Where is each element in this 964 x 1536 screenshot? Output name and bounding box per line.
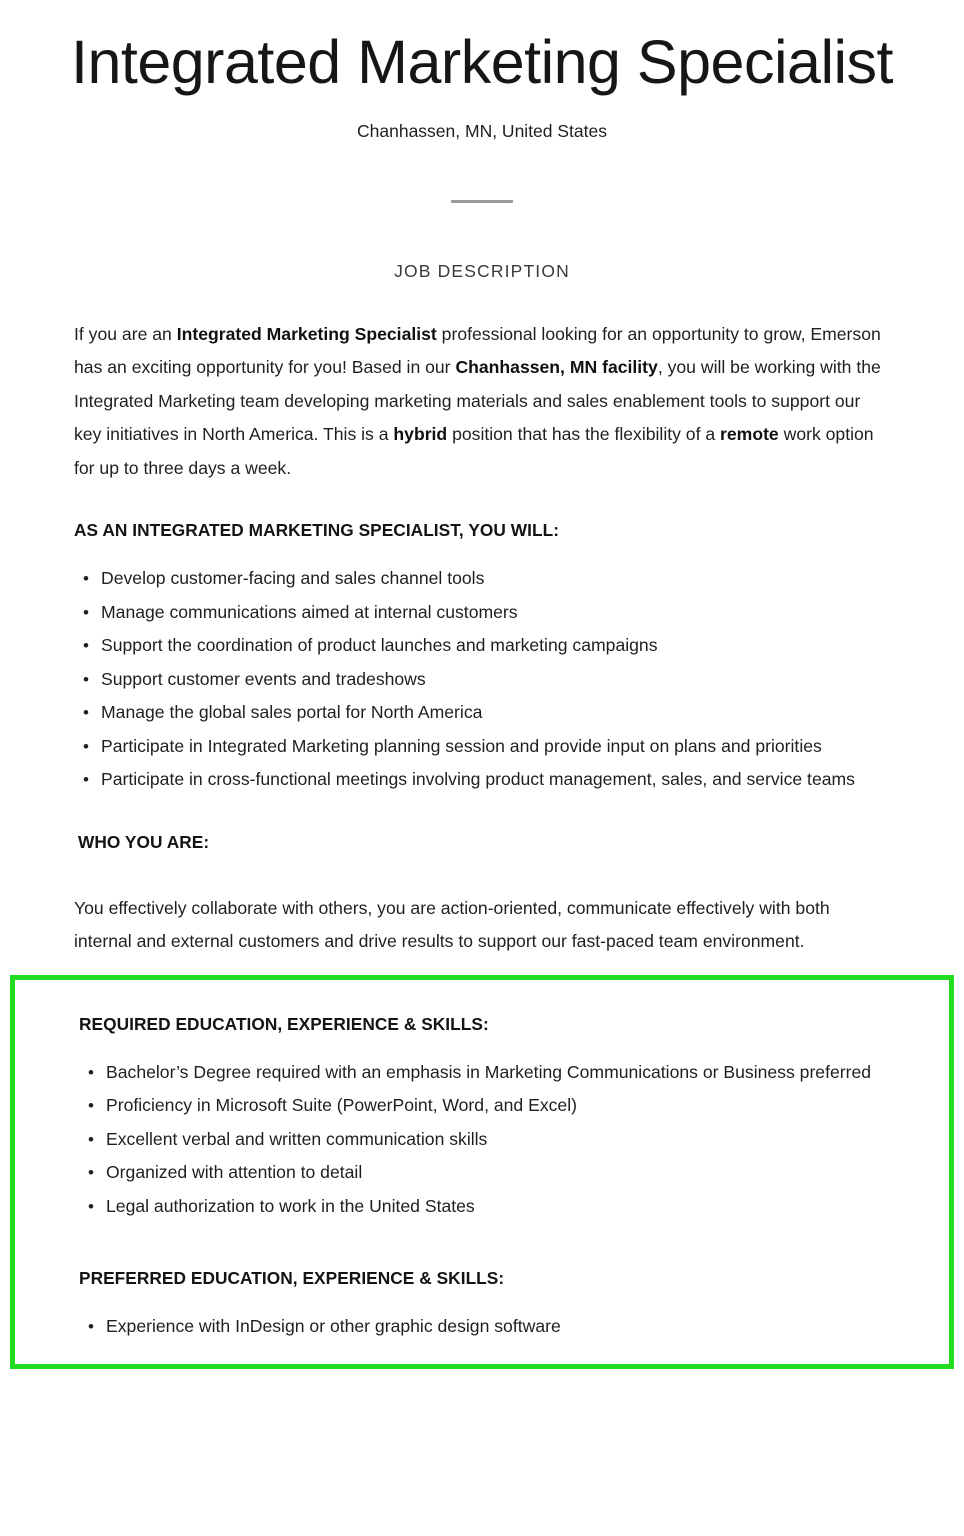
- spacer: [79, 1223, 885, 1233]
- list-item: • Support customer events and tradeshows: [74, 663, 890, 697]
- list-item: • Bachelor’s Degree required with an emphasis in Marketing Communications or Business preferred: [79, 1056, 885, 1090]
- job-description-content: [0, 282, 964, 959]
- intro-emphasis: Integrated Marketing Specialist: [176, 323, 437, 344]
- responsibilities-list: [74, 544, 890, 797]
- intro-text: , you will be working with the Integrated Marketing team developing marketing materials and sales enablement tools to support our key initiatives in North America. This is a: [74, 357, 881, 445]
- intro-emphasis: hybrid: [393, 424, 448, 445]
- list-item: • Proficiency in Microsoft Suite (PowerPoint, Word, and Excel): [79, 1089, 885, 1123]
- list-item: • Participate in Integrated Marketing planning session and provide input on plans and priorities: [74, 730, 890, 764]
- list-item: • Experience with InDesign or other graphic design software: [79, 1310, 885, 1344]
- intro-text: professional looking for an opportunity to grow, Emerson has an exciting opportunity for you! Based in our: [74, 323, 881, 378]
- divider-container: [0, 143, 964, 261]
- intro-paragraph: [74, 282, 890, 486]
- list-item: • Develop customer-facing and sales channel tools: [74, 562, 890, 596]
- heading-who-you-are: WHO YOU ARE:: [78, 831, 210, 852]
- list-item: • Support the coordination of product launches and marketing campaigns: [74, 629, 890, 663]
- section-label-job-description: JOB DESCRIPTION: [394, 260, 570, 281]
- who-you-are-paragraph: You effectively collaborate with others, you are action-oriented, communicate effectively with both internal and external customers and drive results to support our fast-paced team environment.: [74, 897, 830, 952]
- required-skills-list: [79, 1038, 885, 1224]
- intro-text: If you are an: [74, 323, 177, 344]
- intro-emphasis: Chanhassen, MN facility: [455, 357, 658, 378]
- list-item: • Manage the global sales portal for North America: [74, 696, 890, 730]
- job-location: Chanhassen, MN, United States: [357, 120, 607, 141]
- list-item: • Excellent verbal and written communication skills: [79, 1123, 885, 1157]
- heading-preferred-skills: PREFERRED EDUCATION, EXPERIENCE & SKILLS:: [79, 1268, 505, 1289]
- highlight-annotation-box: [10, 975, 954, 1369]
- intro-text: work option for up to three days a week.: [74, 424, 874, 478]
- heading-required-skills: REQUIRED EDUCATION, EXPERIENCE & SKILLS:: [79, 1013, 489, 1034]
- list-item: • Participate in cross-functional meetings involving product management, sales, and service teams: [74, 763, 890, 797]
- list-item: • Legal authorization to work in the United States: [79, 1190, 885, 1224]
- list-item: • Organized with attention to detail: [79, 1156, 885, 1190]
- intro-emphasis: remote: [720, 424, 779, 445]
- section-divider: [451, 200, 513, 203]
- list-item: • Manage communications aimed at internal customers: [74, 596, 890, 630]
- heading-responsibilities: AS AN INTEGRATED MARKETING SPECIALIST, YOU WILL:: [74, 520, 559, 541]
- preferred-skills-list: [79, 1292, 885, 1344]
- intro-text: position that has the flexibility of a: [447, 424, 721, 445]
- page-title: Integrated Marketing Specialist: [71, 28, 893, 96]
